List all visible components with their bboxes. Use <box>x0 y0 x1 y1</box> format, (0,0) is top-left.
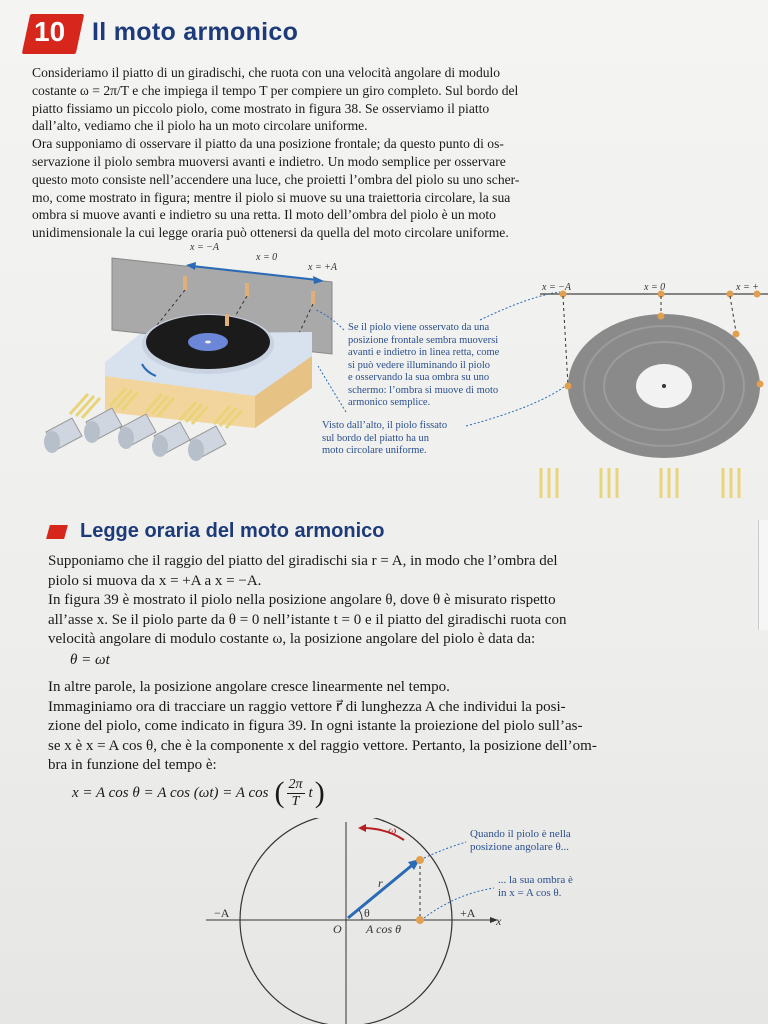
body-line: Immaginiamo ora di tracciare un raggio vettore r⃗ di lunghezza A che individui la posi- <box>48 698 566 715</box>
top-label-neg: x = −A <box>542 282 572 293</box>
section-title: Il moto armonico <box>92 18 299 46</box>
body-paragraph-1 <box>48 552 740 650</box>
pointer-line <box>480 292 560 320</box>
intro-line: servazione il piolo sembra muoversi avanti e indietro. Un modo semplice per osservare <box>32 153 506 169</box>
record-spindle <box>205 341 211 344</box>
equation-position-vs-time <box>72 776 325 810</box>
section-number: 10 <box>34 16 66 47</box>
shadow-position-dot <box>416 916 424 924</box>
caption-line: si può vedere illuminando il piolo <box>348 359 491 371</box>
peg-point <box>658 313 665 320</box>
caption-line: Visto dall’alto, il piolo fissato <box>322 420 448 431</box>
peg-position-dot <box>416 856 424 864</box>
screen-label-zero: x = 0 <box>256 252 278 263</box>
peg-icon <box>225 314 229 326</box>
caption-line: schermo: l’ombra si muove di moto <box>348 384 499 396</box>
body-line: velocità angolare di modulo costante ω, la posizione angolare del piolo è data da: <box>48 631 536 647</box>
caption-line: armonico semplice. <box>348 397 431 408</box>
omega-label: ω <box>388 823 397 837</box>
projection-line <box>730 296 736 332</box>
label-origin: O <box>333 922 342 936</box>
intro-line: mo, come mostrato in figura; mentre il piolo si muove su una traiettoria circolare, la sua <box>32 189 511 205</box>
projection-line <box>563 296 568 386</box>
caption-line: Quando il piolo è nella <box>470 828 571 840</box>
label-r-vector: r⃗ <box>378 876 393 890</box>
body-line: piolo si muova da x = +A a x = −A. <box>48 572 262 589</box>
label-plus-a: +A <box>460 906 476 920</box>
figure-38-caption-top <box>322 420 502 458</box>
pointer-line <box>318 366 346 412</box>
caption-line: sul bordo del piatto ha un <box>322 432 430 444</box>
equation-t: t <box>308 784 313 801</box>
equation-angular-position: θ = ωt <box>70 652 110 668</box>
fraction-numerator: 2π <box>288 776 303 792</box>
peg-point <box>733 331 740 338</box>
figure-39-diagram <box>0 818 768 1024</box>
caption-line: e osservando la sua ombra su uno <box>348 372 490 383</box>
intro-line: costante ω = 2π/T e che impiega il tempo T per compiere un giro completo. Sul bordo del <box>32 82 519 98</box>
caption-line: posizione angolare θ... <box>470 841 570 853</box>
screen-label-pos: x = +A <box>308 262 338 273</box>
caption-line: posizione frontale sembra muoversi <box>348 334 499 346</box>
screen-label-neg: x = −A <box>190 242 220 253</box>
caption-line: Se il piolo viene osservato da una <box>348 322 490 333</box>
intro-line: Ora supponiamo di osservare il piatto da una posizione frontale; da questo punto di os- <box>32 136 504 152</box>
body-line: se x è x = A cos θ, che è la componente x del raggio vettore. Pertanto, la posizione dell’om- <box>48 737 597 754</box>
theta-arc <box>359 910 362 920</box>
figure-39-caption-shadow <box>498 874 573 900</box>
body-line: all’asse x. Se il piolo parte da θ = 0 nell’istante t = 0 e il piatto del giradischi ruota con <box>48 611 567 628</box>
caption-line: ... la sua ombra è <box>498 874 573 886</box>
body-line: In altre parole, la posizione angolare cresce linearmente nel tempo. <box>48 679 450 695</box>
intro-line: piatto fissiamo un piccolo piolo, come mostrato in figura 38. Se osserviamo il piatto <box>32 100 490 116</box>
top-label-pos: x = + <box>736 282 759 293</box>
equation-left: x = A cos θ = A cos (ωt) = A cos <box>72 784 269 801</box>
fraction-denominator: T <box>291 793 300 809</box>
body-line: Supponiamo che il raggio del piatto del giradischi sia r = A, in modo che l’ombra del <box>48 553 558 569</box>
intro-line: unidimensionale la cui legge oraria può ottenersi da quella del moto circolare uniforme. <box>32 225 509 241</box>
subsection-title: Legge oraria del moto armonico <box>80 520 385 542</box>
fraction <box>287 777 305 810</box>
intro-line: questo moto consiste nell’accendere una luce, che proietti l’ombra del piolo su uno scher- <box>32 171 520 187</box>
shadow-mark-neg <box>183 276 187 290</box>
omega-arrow <box>362 828 404 840</box>
caption-line: moto circolare uniforme. <box>322 445 427 456</box>
peg-point <box>565 383 572 390</box>
body-line: zione del piolo, come indicato in figura 39. In ogni istante la proiezione del piolo sull’as- <box>48 718 583 734</box>
shadow-mark-pos <box>311 291 315 305</box>
label-minus-a: −A <box>214 906 230 920</box>
pointer-line <box>424 888 494 918</box>
intro-line: Consideriamo il piatto di un giradischi, che ruota con una velocità angolare di modulo <box>32 65 501 80</box>
intro-line: ombra si muove avanti e indietro su una retta. Il moto dell’ombra del piolo è un moto <box>32 207 496 223</box>
intro-paragraph <box>32 64 704 242</box>
label-x-axis: x <box>496 914 502 928</box>
light-rays <box>541 468 739 498</box>
body-line: bra in funzione del tempo è: <box>48 757 217 773</box>
intro-line: dall’alto, vediamo che il piolo ha un moto circolare uniforme. <box>32 118 368 134</box>
figure-38-caption-front <box>348 322 558 410</box>
top-label-zero: x = 0 <box>644 282 666 293</box>
peg-point <box>757 381 764 388</box>
caption-line: in x = A cos θ. <box>498 887 562 899</box>
body-paragraph-2 <box>48 678 740 776</box>
paren-close: ) <box>314 776 325 809</box>
label-a-cos-theta: A cos θ <box>366 922 402 936</box>
subsection-marker <box>46 525 68 539</box>
body-line: In figura 39 è mostrato il piolo nella posizione angolare θ, dove θ è misurato rispetto <box>48 592 556 608</box>
page-edge-tab <box>758 520 768 630</box>
shadow-mark-zero <box>245 283 249 297</box>
paren-open: ( <box>274 776 285 809</box>
label-theta: θ <box>364 906 370 920</box>
top-view-spindle <box>662 384 666 388</box>
caption-line: avanti e indietro in linea retta, come <box>348 347 500 358</box>
omega-arrow-head <box>358 824 366 832</box>
figure-39-caption-peg <box>470 828 571 854</box>
